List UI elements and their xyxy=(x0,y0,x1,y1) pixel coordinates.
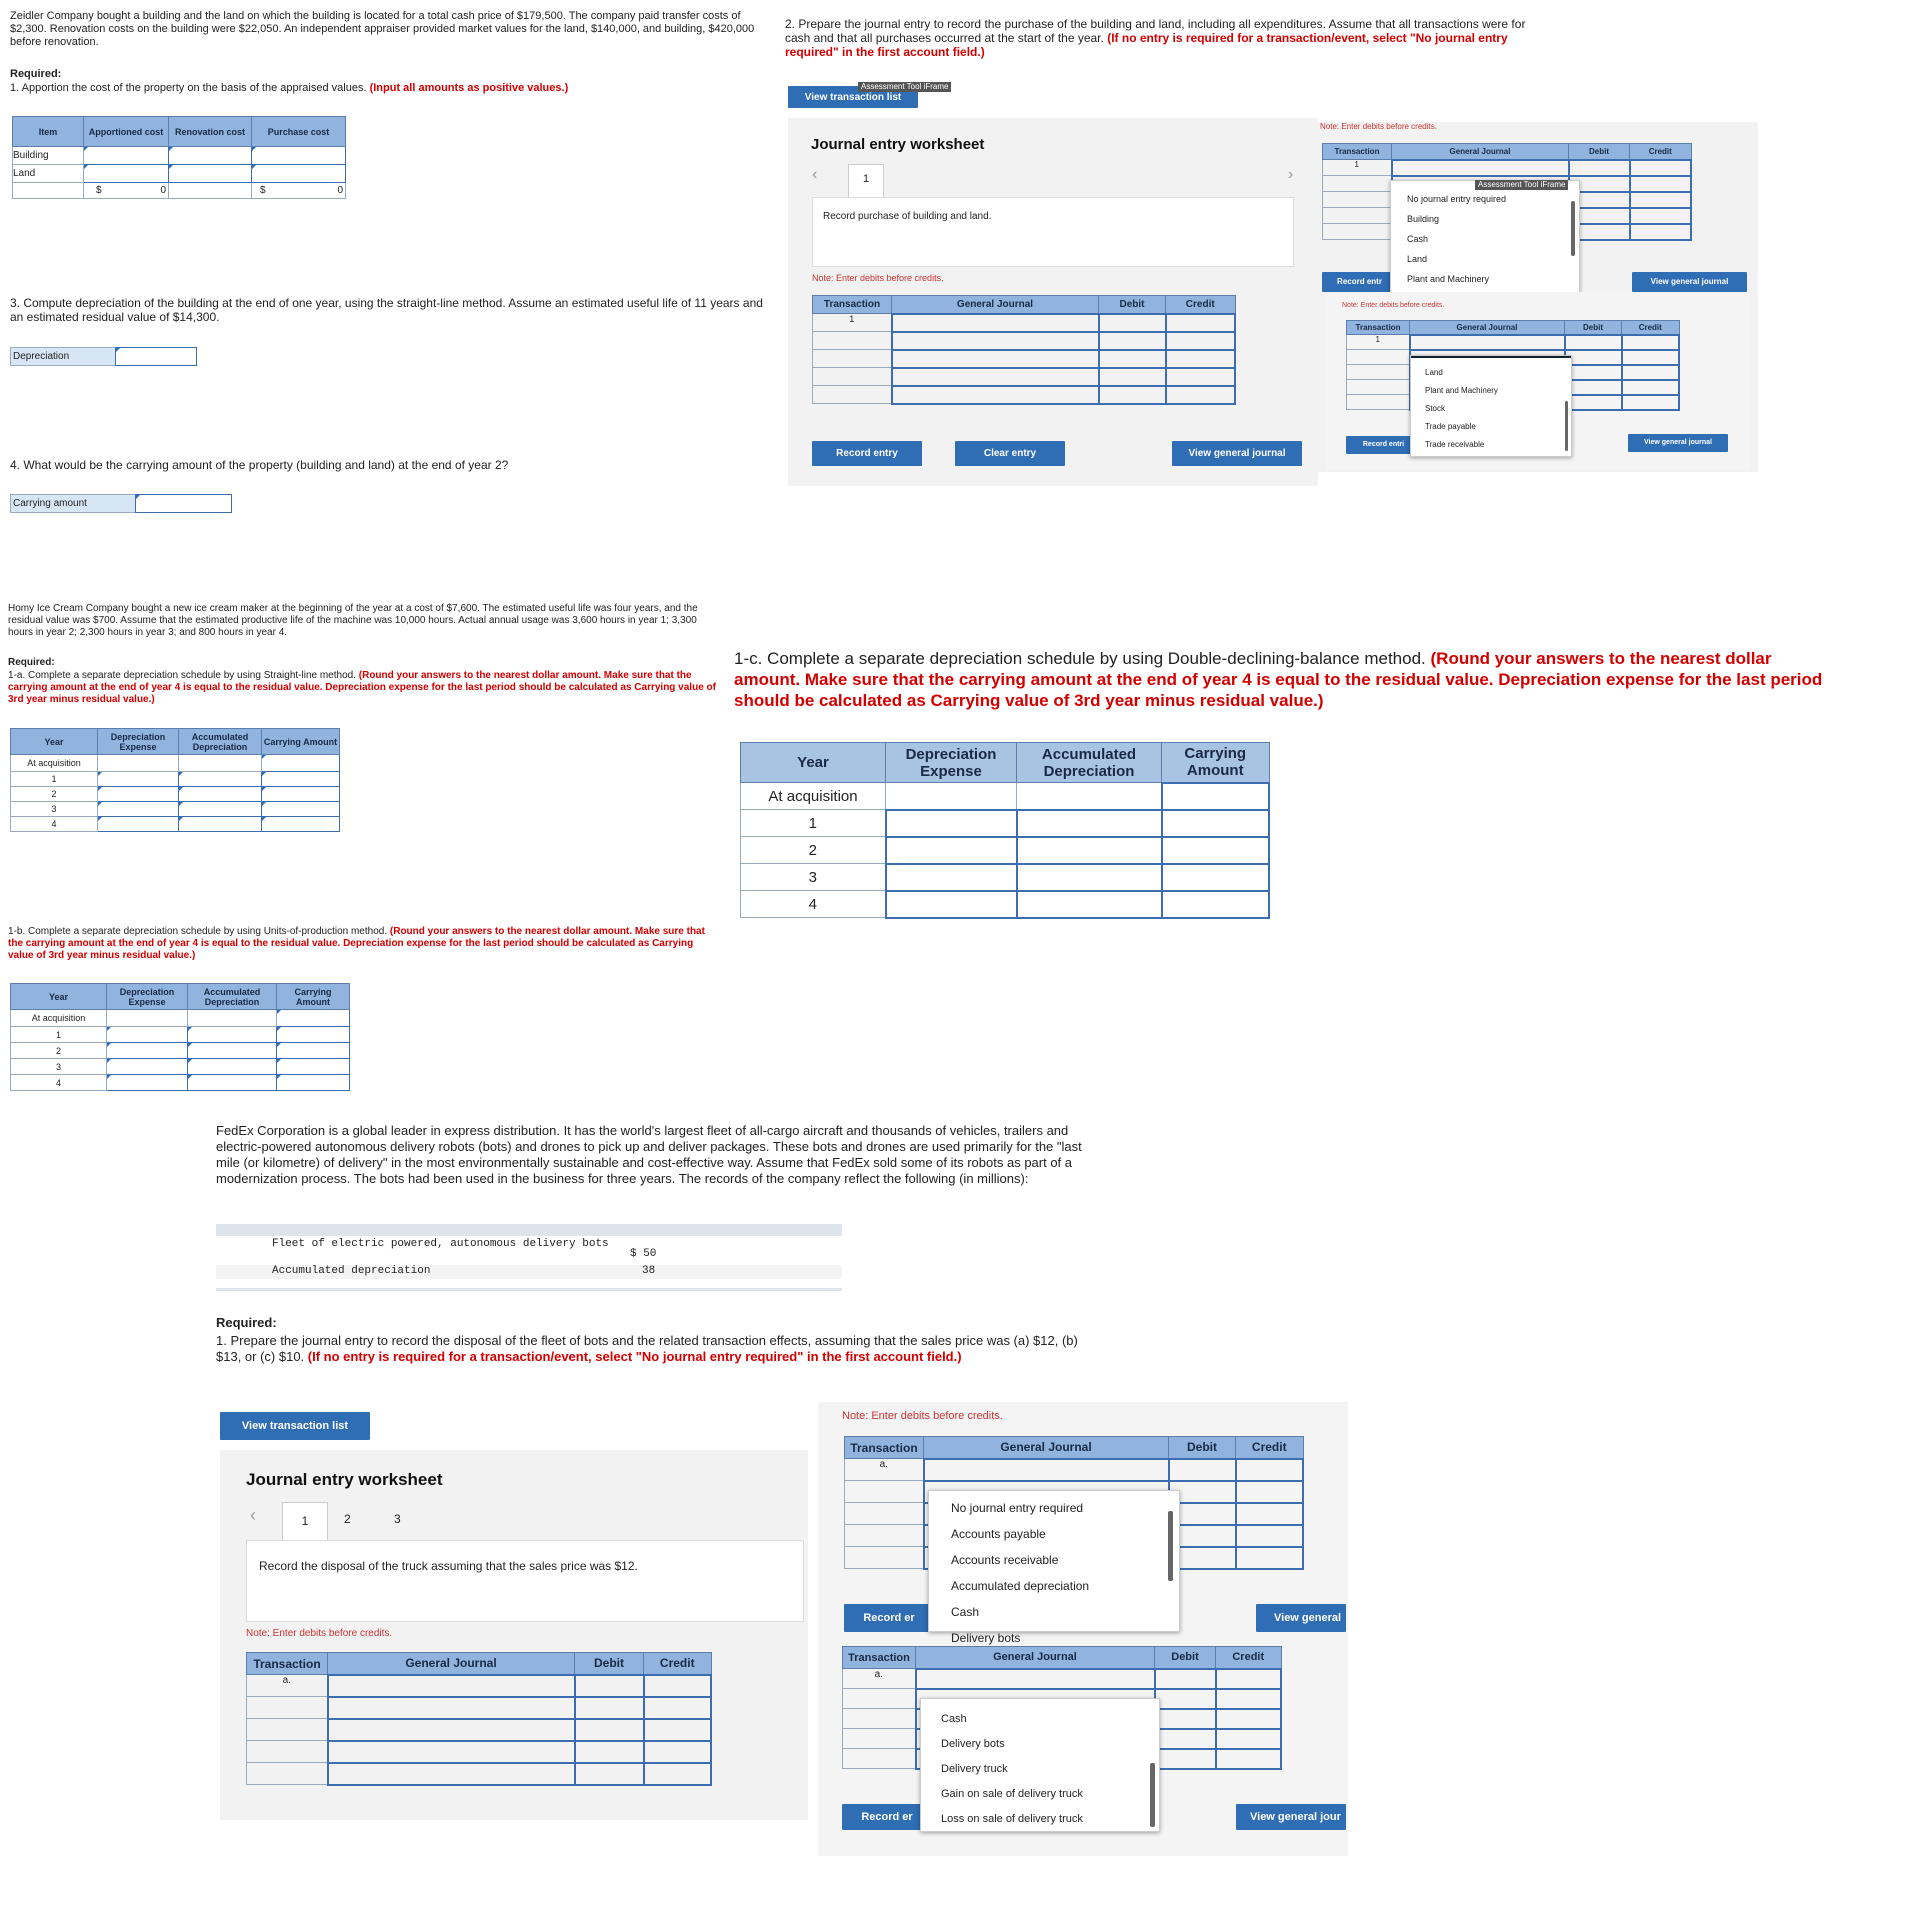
row-label-building: Building xyxy=(13,147,84,165)
option[interactable]: Accounts receivable xyxy=(951,1553,1059,1567)
col-debit: Debit xyxy=(1099,296,1166,314)
zeidler-req2: 2. Prepare the journal entry to record the purchase of the building and land, including all expenditures. Assume that all transactions were for cash and that all purchases occurred at the start of the year. (If no entry is required for a transaction/event, select "No journal entry required" in the first account field.) xyxy=(785,17,1526,59)
zeidler-intro: Zeidler Company bought a building and the land on which the building is located for a total cash price of $179,500. The company paid transfer costs of $2,300. Renovation costs on the building were $22,050. An independent appraiser provided market values for the land, $140,000, and building, $420,000 before renovation. xyxy=(10,10,755,48)
col-credit: Credit xyxy=(1166,296,1236,314)
option[interactable]: No journal entry required xyxy=(951,1501,1084,1515)
account-select[interactable] xyxy=(892,314,1099,332)
homy-req1a: 1-a. Complete a separate depreciation schedule by using Straight-line method. (Round your answers to the nearest dollar amount. Make sure that the carrying amount at the end of year 4 is equal to the residual value. Depreciation expense for the last period should be calculated as Carrying value of 3rd year minus residual value.) xyxy=(8,670,716,705)
option[interactable]: Accounts payable xyxy=(951,1527,1046,1541)
table-row xyxy=(813,332,1236,350)
fleet-label: Fleet of electric powered, autonomous delivery bots xyxy=(272,1238,609,1250)
option[interactable]: Trade receivable xyxy=(1425,440,1485,449)
zeidler-req4: 4. What would be the carrying amount of the property (building and land) at the end of year 2? xyxy=(10,458,509,472)
scrollbar[interactable] xyxy=(1565,401,1568,451)
worksheet-description: Record purchase of building and land. xyxy=(812,197,1294,267)
fedex-worksheet-title: Journal entry worksheet xyxy=(246,1470,443,1489)
account-dropdown-1[interactable] xyxy=(1390,180,1580,294)
fedex-account-dropdown-1[interactable] xyxy=(928,1490,1180,1645)
apportioned-land-input[interactable] xyxy=(84,165,169,183)
homy-required: Required: xyxy=(8,657,55,668)
homy-intro: Homy Ice Cream Company bought a new ice cream maker at the beginning of the year at a cost of $7,600. The estimated useful life was four years, and the residual value was $700. Assume that the estimated productive life of the machine was 10,000 hours. Actual annual usage was 3,600 hours in year 1; 3,300 hours in year 2; 2,300 hours in year 3; and 800 hours in year 4. xyxy=(8,603,698,638)
prev-arrow-icon-fedex[interactable]: ‹ xyxy=(250,1505,256,1525)
fedex-required: Required: xyxy=(216,1315,277,1330)
tab-1[interactable]: 1 xyxy=(848,164,884,199)
uop-schedule-table: Year Depreciation Expense Accumulated Depreciation Carrying Amount At acquisition 1 2 3 4 xyxy=(10,983,350,1091)
col-general-journal: General Journal xyxy=(892,296,1099,314)
option[interactable]: Building xyxy=(1407,214,1440,224)
carrying-amount-label: Carrying amount xyxy=(10,494,136,513)
apportion-table xyxy=(12,116,346,199)
col-transaction: Transaction xyxy=(813,296,892,314)
option[interactable]: Delivery bots xyxy=(941,1738,1005,1750)
clear-entry-button[interactable]: Clear entry xyxy=(955,441,1065,466)
next-arrow-icon[interactable]: › xyxy=(1288,166,1294,183)
view-general-journal-button[interactable]: View general journal xyxy=(1172,441,1302,466)
record-entry-button-3[interactable]: Record entri xyxy=(1346,436,1421,454)
renovation-building-input[interactable] xyxy=(169,147,252,165)
option[interactable]: Accumulated depreciation xyxy=(951,1579,1090,1593)
fedex-note-2: Note: Enter debits before credits. xyxy=(842,1410,1003,1422)
option[interactable]: Land xyxy=(1425,368,1443,377)
renovation-land-input[interactable] xyxy=(169,165,252,183)
option[interactable]: Land xyxy=(1407,254,1428,264)
fedex-worksheet-description: Record the disposal of the truck assuming that the sales price was $12. xyxy=(246,1540,804,1622)
zeidler-req1: 1. Apportion the cost of the property on the basis of the appraised values. (Input all amounts as positive values.) xyxy=(10,82,569,94)
purchase-land-input[interactable] xyxy=(252,165,346,183)
table-row xyxy=(13,165,346,183)
tab-1-fedex[interactable]: 1 xyxy=(282,1502,328,1543)
account-dropdown-2[interactable] xyxy=(1410,355,1572,457)
option[interactable]: Plant and Machinery xyxy=(1407,274,1490,284)
journal-table-2: Transaction General Journal Debit Credit 1 xyxy=(1322,143,1692,241)
option[interactable]: Delivery truck xyxy=(941,1763,1008,1775)
assessment-tool-tag: Assessment Tool iFrame xyxy=(858,82,951,92)
record-entry-button[interactable]: Record entry xyxy=(812,441,922,466)
option[interactable]: Gain on sale of delivery truck xyxy=(941,1788,1083,1800)
note-debits-credits: Note: Enter debits before credits. xyxy=(812,273,944,283)
col-item: Item xyxy=(13,117,84,147)
row-label-land: Land xyxy=(13,165,84,183)
total-purchase: $ 0 xyxy=(252,183,346,199)
scrollbar[interactable] xyxy=(1571,201,1575,256)
scrollbar[interactable] xyxy=(1168,1511,1173,1581)
option[interactable]: Delivery bots xyxy=(951,1631,1021,1645)
table-row xyxy=(813,386,1236,404)
view-transaction-list-button-fedex[interactable]: View transaction list xyxy=(220,1412,370,1440)
tab-3-fedex[interactable]: 3 xyxy=(394,1512,401,1526)
journal-table xyxy=(812,295,1236,405)
apportioned-building-input[interactable] xyxy=(84,147,169,165)
col-apportioned: Apportioned cost xyxy=(84,117,169,147)
option[interactable]: Plant and Machinery xyxy=(1425,386,1498,395)
zeidler-req3: 3. Compute depreciation of the building at the end of one year, using the straight-line method. Assume an estimated useful life of 11 years and an estimated residual value of $14,300. xyxy=(10,296,763,324)
view-general-journal-button-2[interactable]: View general journal xyxy=(1632,272,1747,292)
table-row xyxy=(13,147,346,165)
table-row xyxy=(813,350,1236,368)
fedex-view-general-journal-button-2[interactable]: View general jour xyxy=(1236,1804,1346,1830)
option[interactable]: Stock xyxy=(1425,404,1446,413)
purchase-building-input[interactable] xyxy=(252,147,346,165)
fedex-view-general-journal-button[interactable]: View general xyxy=(1256,1604,1346,1632)
depreciation-input[interactable] xyxy=(115,347,197,366)
table-row: 1 xyxy=(813,314,1236,332)
ddb-schedule-table: Year Depreciation Expense Accumulated Depreciation Carrying Amount At acquisition 1 2 3 4 xyxy=(740,742,1270,919)
note-debits-credits-2: Note: Enter debits before credits. xyxy=(1320,122,1437,131)
sl-schedule-table: Year Depreciation Expense Accumulated Depreciation Carrying Amount At acquisition 1 2 3 4 xyxy=(10,728,340,832)
journal-table-3: Transaction General Journal Debit Credit 1 xyxy=(1346,320,1680,411)
option[interactable]: No journal entry required xyxy=(1407,194,1507,204)
note-debits-credits-3: Note: Enter debits before credits. xyxy=(1342,302,1445,309)
prev-arrow-icon[interactable]: ‹ xyxy=(812,166,818,183)
view-transaction-list-button[interactable]: View transaction list xyxy=(788,86,918,108)
table-row-total xyxy=(13,183,346,199)
worksheet-title: Journal entry worksheet xyxy=(811,136,985,153)
fedex-journal-table: Transaction General Journal Debit Credit a. xyxy=(246,1652,712,1786)
view-general-journal-button-3[interactable]: View general journal xyxy=(1628,434,1728,452)
fedex-record-entry-button-2[interactable]: Record er xyxy=(842,1804,932,1830)
fedex-record-entry-button[interactable]: Record er xyxy=(844,1604,934,1632)
accum-label: Accumulated depreciation xyxy=(272,1265,431,1277)
zeidler-required: Required: xyxy=(10,68,62,80)
col-purchase: Purchase cost xyxy=(252,117,346,147)
option[interactable]: Trade payable xyxy=(1425,422,1476,431)
depreciation-label: Depreciation xyxy=(10,347,116,366)
option[interactable]: Cash xyxy=(951,1605,980,1619)
fedex-intro: FedEx Corporation is a global leader in express distribution. It has the world's largest fleet of all-cargo aircraft and thousands of vehicles, trailers and electric-powered autonomous delivery robots (bots) and drones to pick up and deliver packages. These bots and drones are used primarily for the "last mile (or kilometre) of delivery" in the most environmentally sustainable and cost-effective way. Assume that FedEx sold some of its robots as part of a modernization process. The bots had been used in the business for three years. The records of the company reflect the following (in millions): xyxy=(216,1123,1082,1186)
fleet-value: $ 50 xyxy=(630,1248,657,1260)
fedex-journal-table-2: Transaction General Journal Debit Credit a. xyxy=(844,1436,1304,1570)
option[interactable]: Cash xyxy=(941,1713,967,1725)
fedex-account-dropdown-2[interactable] xyxy=(920,1698,1160,1832)
record-entry-button-2[interactable]: Record entr xyxy=(1322,272,1397,292)
fedex-journal-table-3: Transaction General Journal Debit Credit a. xyxy=(842,1646,1282,1770)
scrollbar[interactable] xyxy=(1150,1763,1155,1827)
homy-req1c: 1-c. Complete a separate depreciation schedule by using Double-declining-balance method. (Round your answers to the nearest dollar amount. Make sure that the carrying amount at the end of year 4 is equal to the residual value. Depreciation expense for the last period should be calculated as Carrying value of 3rd year minus residual value.) xyxy=(734,649,1823,710)
tab-2-fedex[interactable]: 2 xyxy=(344,1512,351,1526)
fedex-req1: 1. Prepare the journal entry to record the disposal of the fleet of bots and the related transaction effects, assuming that the sales price was (a) $12, (b) $13, or (c) $10. (If no entry is required for a transaction/event, select "No journal entry required" in the first account field.) xyxy=(216,1333,1078,1364)
table-row xyxy=(813,368,1236,386)
col-renovation: Renovation cost xyxy=(169,117,252,147)
accum-value: 38 xyxy=(642,1265,656,1277)
option[interactable]: Loss on sale of delivery truck xyxy=(941,1813,1083,1825)
total-apportioned: $ 0 xyxy=(84,183,169,199)
option[interactable]: Cash xyxy=(1407,234,1429,244)
assessment-tool-tag-2: Assessment Tool iFrame xyxy=(1475,180,1568,190)
homy-req1b: 1-b. Complete a separate depreciation schedule by using Units-of-production method. (Round your answers to the nearest dollar amount. Make sure that the carrying amount at the end of year 4 is equal to the residual value. Depreciation expense for the last period should be calculated as Carrying value of 3rd year minus residual value.) xyxy=(8,926,705,961)
carrying-amount-input[interactable] xyxy=(135,494,232,513)
fedex-note: Note: Enter debits before credits. xyxy=(246,1628,393,1639)
